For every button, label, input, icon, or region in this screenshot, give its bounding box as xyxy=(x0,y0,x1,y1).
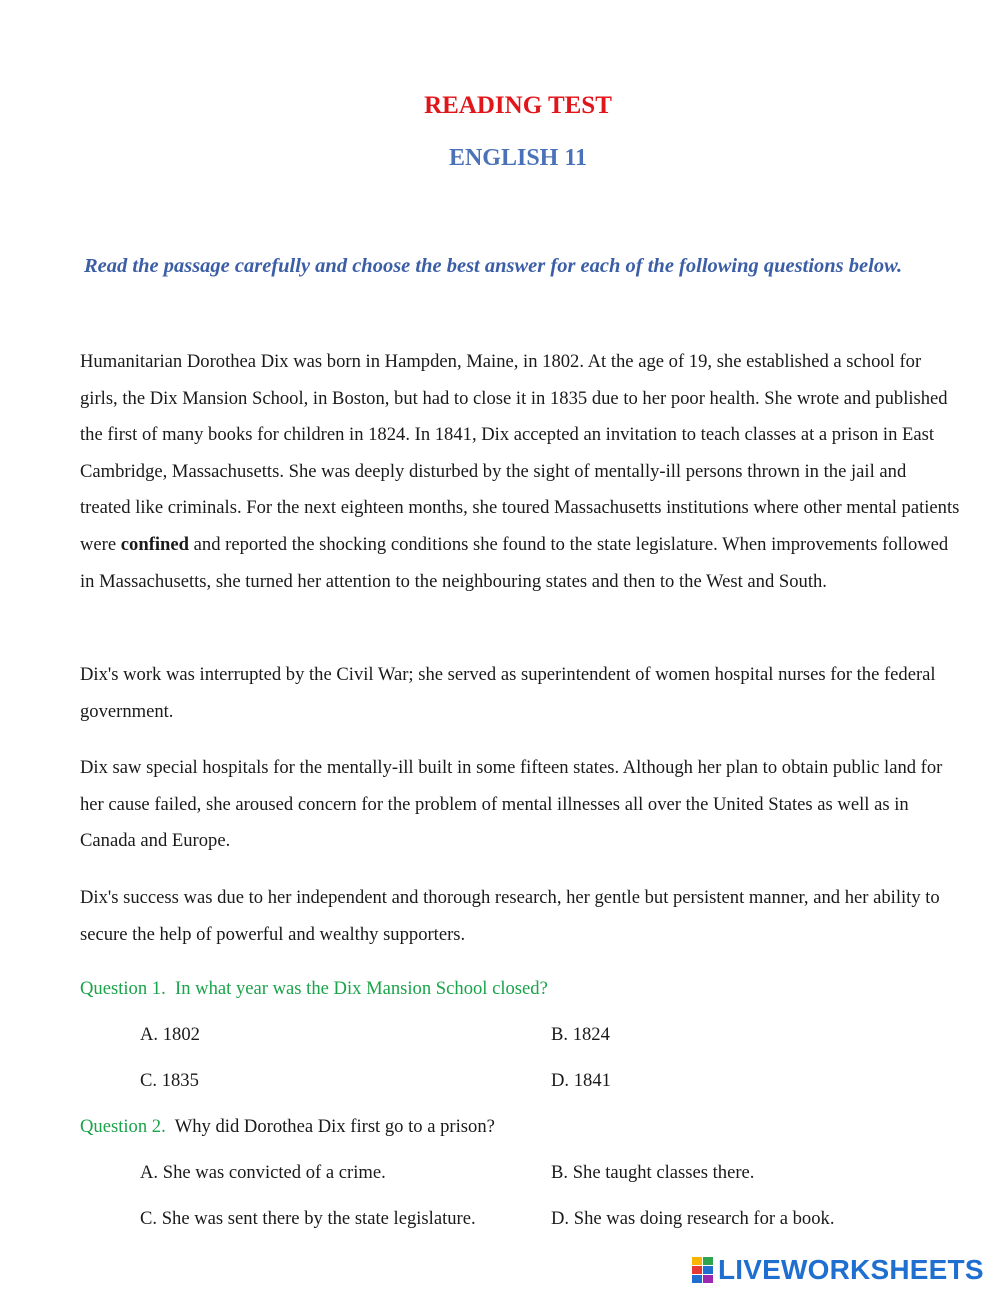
question-2-label: Question 2. xyxy=(80,1116,166,1137)
page-subtitle: ENGLISH 11 xyxy=(448,145,588,171)
question-1-option-a[interactable]: A. 1802 xyxy=(140,1024,200,1045)
passage-paragraph-2: Dix's work was interrupted by the Civil War; she served as superintendent of women hospital nurses for the federal government. xyxy=(80,664,936,722)
question-2-option-d[interactable]: D. She was doing research for a book. xyxy=(551,1208,835,1229)
passage-p1-before: Humanitarian Dorothea Dix was born in Hampden, Maine, in 1802. At the age of 19, she established a school for girls, the Dix Mansion School, in Boston, but had to close it in 1835 due to her poor health. She wrote and published the first of many books for children in 1824. In 1841, Dix accepted an invitation to teach classes at a prison in East Cambridge, Massachusetts. She was deeply disturbed by the sight of mentally-ill persons thrown in the jail and treated like criminals. For the next eighteen months, she toured Massachusetts institutions where other mental patients were xyxy=(80,351,960,555)
page-title: READING TEST xyxy=(424,92,612,119)
passage-paragraph-3: Dix saw special hospitals for the mentally-ill built in some fifteen states. Although her plan to obtain public land for her cause failed, she aroused concern for the problem of mental illnesses all over the United States as well as in Canada and Europe. xyxy=(80,757,943,852)
question-2 xyxy=(80,1116,495,1138)
passage-paragraph-4: Dix's success was due to her independent and thorough research, her gentle but persistent manner, and her ability to secure the help of powerful and wealthy supporters. xyxy=(80,887,940,945)
question-1-text: In what year was the Dix Mansion School closed? xyxy=(175,978,548,999)
question-2-option-b[interactable]: B. She taught classes there. xyxy=(551,1162,755,1183)
question-1-option-d[interactable]: D. 1841 xyxy=(551,1070,611,1091)
question-1-option-b[interactable]: B. 1824 xyxy=(551,1024,610,1045)
question-1 xyxy=(80,978,548,1000)
question-1-option-c[interactable]: C. 1835 xyxy=(140,1070,199,1091)
question-2-text: Why did Dorothea Dix first go to a prison? xyxy=(174,1116,495,1137)
instruction-text: Read the passage carefully and choose the best answer for each of the following questions below. xyxy=(84,255,903,277)
passage-paragraph-1 xyxy=(80,344,960,600)
question-2-option-c[interactable]: C. She was sent there by the state legislature. xyxy=(140,1208,476,1229)
logo-text: LIVEWORKSHEETS xyxy=(718,1254,984,1285)
passage-keyword-confined: confined xyxy=(120,533,189,555)
liveworksheets-logo[interactable] xyxy=(692,1254,984,1286)
passage-p1-after: and reported the shocking conditions she found to the state legislature. When improvements followed in Massachusetts, she turned her attention to the neighbouring states and then to the West and South. xyxy=(80,533,949,592)
liveworksheets-logo-icon xyxy=(692,1257,714,1283)
question-1-label: Question 1. xyxy=(80,978,166,999)
question-2-option-a[interactable]: A. She was convicted of a crime. xyxy=(140,1162,386,1183)
